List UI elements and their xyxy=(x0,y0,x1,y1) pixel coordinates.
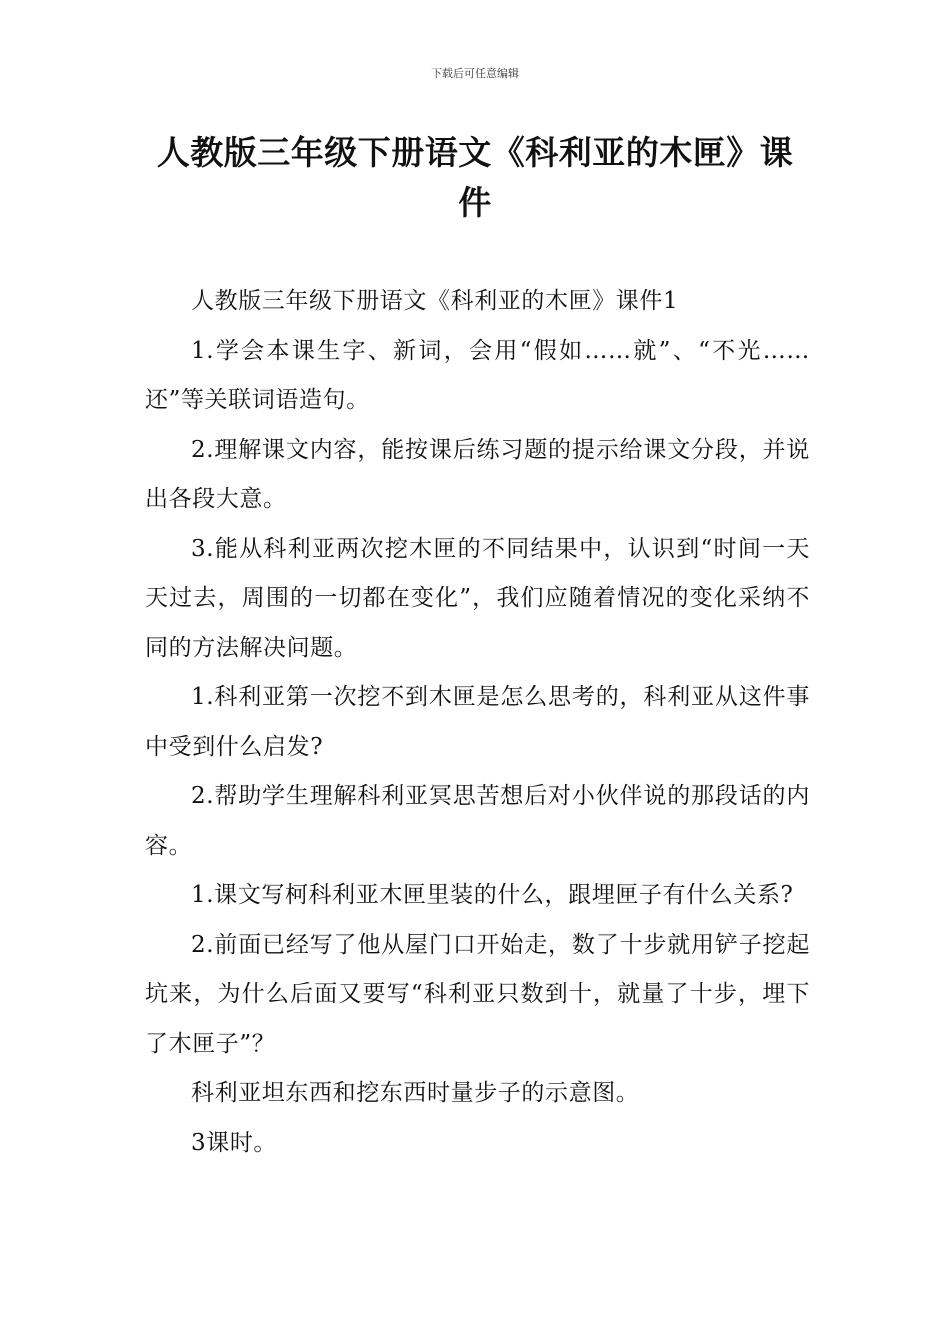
document-body xyxy=(145,277,810,1168)
paragraph-difficulty-2: 2.前面已经写了他从屋门口开始走，数了十步就用铲子挖起坑来，为什么后面又要写“科利亚只数到十，就量了十步，埋下了木匣子”？ xyxy=(145,931,810,1057)
header-note: 下载后可任意编辑 xyxy=(431,67,519,80)
paragraph-goal-2: 2.理解课文内容，能按课后练习题的提示给课文分段，并说出各段大意。 xyxy=(145,436,810,512)
paragraph-key-point-1: 1.科利亚第一次挖不到木匣是怎么思考的，科利亚从这件事中受到什么启发? xyxy=(145,684,810,760)
page-title: 人教版三年级下册语文《科利亚的木匣》课件 xyxy=(156,133,794,222)
paragraph-periods: 3课时。 xyxy=(191,1129,278,1156)
paragraph-goal-1: 1.学会本课生字、新词，会用“假如……就”、“不光……还”等关联词语造句。 xyxy=(145,337,810,413)
paragraph-key-point-2: 2.帮助学生理解科利亚冥思苦想后对小伙伴说的那段话的内容。 xyxy=(145,783,810,859)
paragraph-difficulty-1: 1.课文写柯科利亚木匣里装的什么，跟埋匣子有什么关系? xyxy=(191,882,794,908)
paragraph-goal-3: 3.能从科利亚两次挖木匣的不同结果中，认识到“时间一天天过去，周围的一切都在变化”，我们应随着情况的变化采纳不同的方法解决问题。 xyxy=(145,535,810,661)
paragraph-materials: 科利亚坦东西和挖东西时量步子的示意图。 xyxy=(191,1080,640,1106)
paragraph-heading: 人教版三年级下册语文《科利亚的木匣》课件1 xyxy=(191,288,679,314)
